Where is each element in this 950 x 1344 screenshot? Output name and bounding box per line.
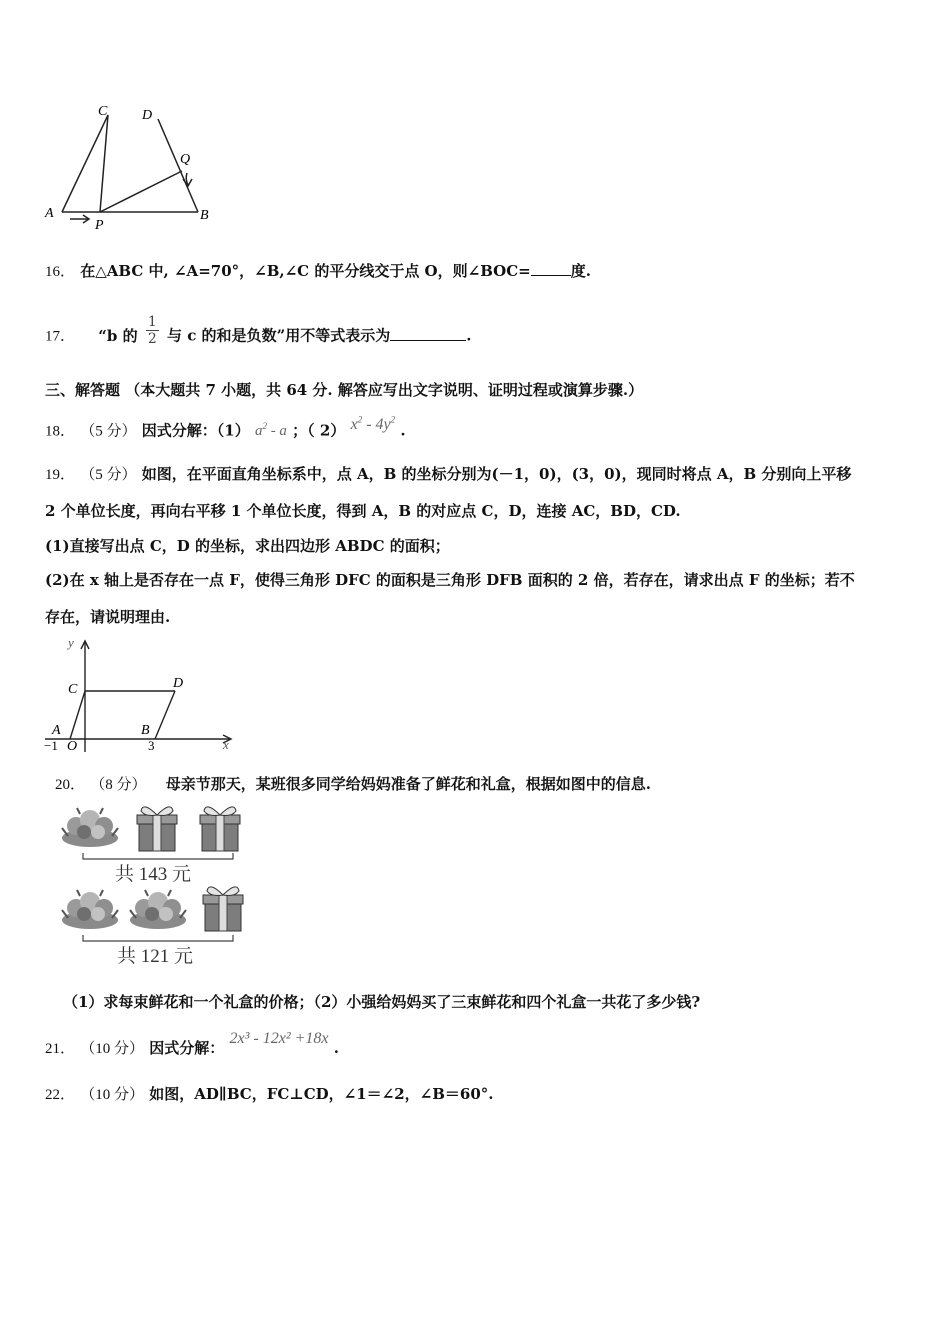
label-B: B	[200, 208, 209, 223]
q20-score: （8 分）	[90, 777, 147, 793]
question-19-line1	[45, 464, 851, 485]
question-16	[45, 261, 591, 282]
figure-coordinate-parallelogram	[40, 632, 240, 757]
label-C: C	[68, 682, 78, 697]
flower-icon	[130, 890, 186, 929]
q20-text: 母亲节那天，某班很多同学给妈妈准备了鲜花和礼盒，根据如图中的信息.	[165, 775, 651, 793]
label-O: O	[67, 739, 78, 754]
q19-line1-text: 如图，在平面直角坐标系中，点 A，B 的坐标分别为(－1，0)，(3，0)，现同时将点 A，B 分别向上平移	[141, 465, 852, 483]
q19-number: 19．	[45, 467, 76, 483]
q17-text-before: “b 的	[98, 326, 138, 345]
q18-expr1: $a^2$ - a	[254, 421, 287, 440]
label-A: A	[45, 206, 54, 221]
question-19-line2: 2 个单位长度，再向右平移 1 个单位长度，得到 A，B 的对应点 C，D，连接 AC，BD，CD.	[45, 502, 681, 520]
q16-number: 16．	[45, 264, 76, 280]
axis-x-label: x	[223, 737, 229, 752]
q18-text: 因式分解：（1）	[141, 421, 250, 440]
question-20-subparts: （1）求每束鲜花和一个礼盒的价格；（2）小强给妈妈买了三束鲜花和四个礼盒一共花了多少钱?	[63, 993, 701, 1011]
gift-box-icon	[200, 807, 240, 851]
q16-text: 在△ABC 中, ∠A=70°，∠B,∠C 的平分线交于点 O，则∠BOC=	[80, 262, 531, 280]
question-18	[45, 416, 406, 441]
q22-text: 如图，AD∥BC，FC⊥CD，∠1＝∠2，∠B＝60°.	[149, 1085, 494, 1103]
question-19-part2-line1: (2)在 x 轴上是否存在一点 F，使得三角形 DFC 的面积是三角形 DFB 面积的 2 倍，若存在，请求出点 F 的坐标；若不	[45, 571, 855, 589]
q16-answer-blank[interactable]	[531, 261, 571, 276]
question-22	[45, 1084, 494, 1105]
figure-triangle-moving-points	[40, 95, 215, 235]
question-20	[55, 774, 651, 795]
q17-number: 17．	[45, 328, 76, 345]
q17-end: .	[466, 326, 472, 345]
q21-score: （10 分）	[80, 1041, 145, 1057]
q18-expr2: $x^2 - 4y^2$	[350, 415, 396, 434]
gift-box-icon	[137, 807, 177, 851]
q21-text: 因式分解：	[149, 1039, 225, 1057]
label-Q: Q	[180, 152, 191, 167]
label-neg1: −1	[44, 738, 58, 753]
label-3: 3	[148, 738, 155, 753]
question-17	[45, 314, 472, 353]
q17-fraction: $\frac{1}{2}$	[147, 314, 157, 347]
q21-number: 21．	[45, 1041, 76, 1057]
label-C: C	[98, 104, 108, 119]
caption-121: 共 121 元	[117, 946, 194, 967]
label-A: A	[52, 723, 61, 738]
q20-number: 20．	[55, 777, 86, 793]
q19-score: （5 分）	[80, 467, 137, 483]
section-3-title: 三、解答题 （本大题共 7 小题，共 64 分. 解答应写出文字说明、证明过程或演算步骤.）	[45, 381, 644, 399]
question-19-part1: (1)直接写出点 C，D 的坐标，求出四边形 ABDC 的面积；	[45, 537, 450, 555]
label-B: B	[141, 723, 150, 738]
label-D: D	[173, 676, 184, 691]
q18-number: 18．	[45, 423, 76, 440]
caption-143: 共 143 元	[115, 864, 192, 885]
axis-y-label: y	[68, 635, 74, 650]
question-19-part2-line2: 存在，请说明理由.	[45, 608, 171, 626]
gift-box-icon	[203, 887, 243, 931]
q17-answer-blank[interactable]	[390, 326, 466, 341]
flower-icon	[62, 808, 118, 847]
q22-number: 22．	[45, 1087, 76, 1103]
flower-icon	[62, 890, 118, 929]
q21-expr: 2x³ - 12x² +18x	[229, 1030, 329, 1047]
label-P: P	[95, 218, 104, 233]
q18-sep: ；（ 2）	[292, 421, 346, 440]
q21-end: .	[333, 1039, 339, 1057]
q18-score: （5 分）	[80, 423, 137, 440]
figure-flowers-gifts	[55, 805, 255, 970]
q22-score: （10 分）	[80, 1087, 145, 1103]
question-21	[45, 1030, 339, 1059]
q17-text-after: 与 c 的和是负数”用不等式表示为	[166, 326, 391, 345]
q16-end: 度.	[570, 262, 591, 280]
label-D: D	[142, 108, 153, 123]
q18-end: .	[400, 421, 406, 440]
